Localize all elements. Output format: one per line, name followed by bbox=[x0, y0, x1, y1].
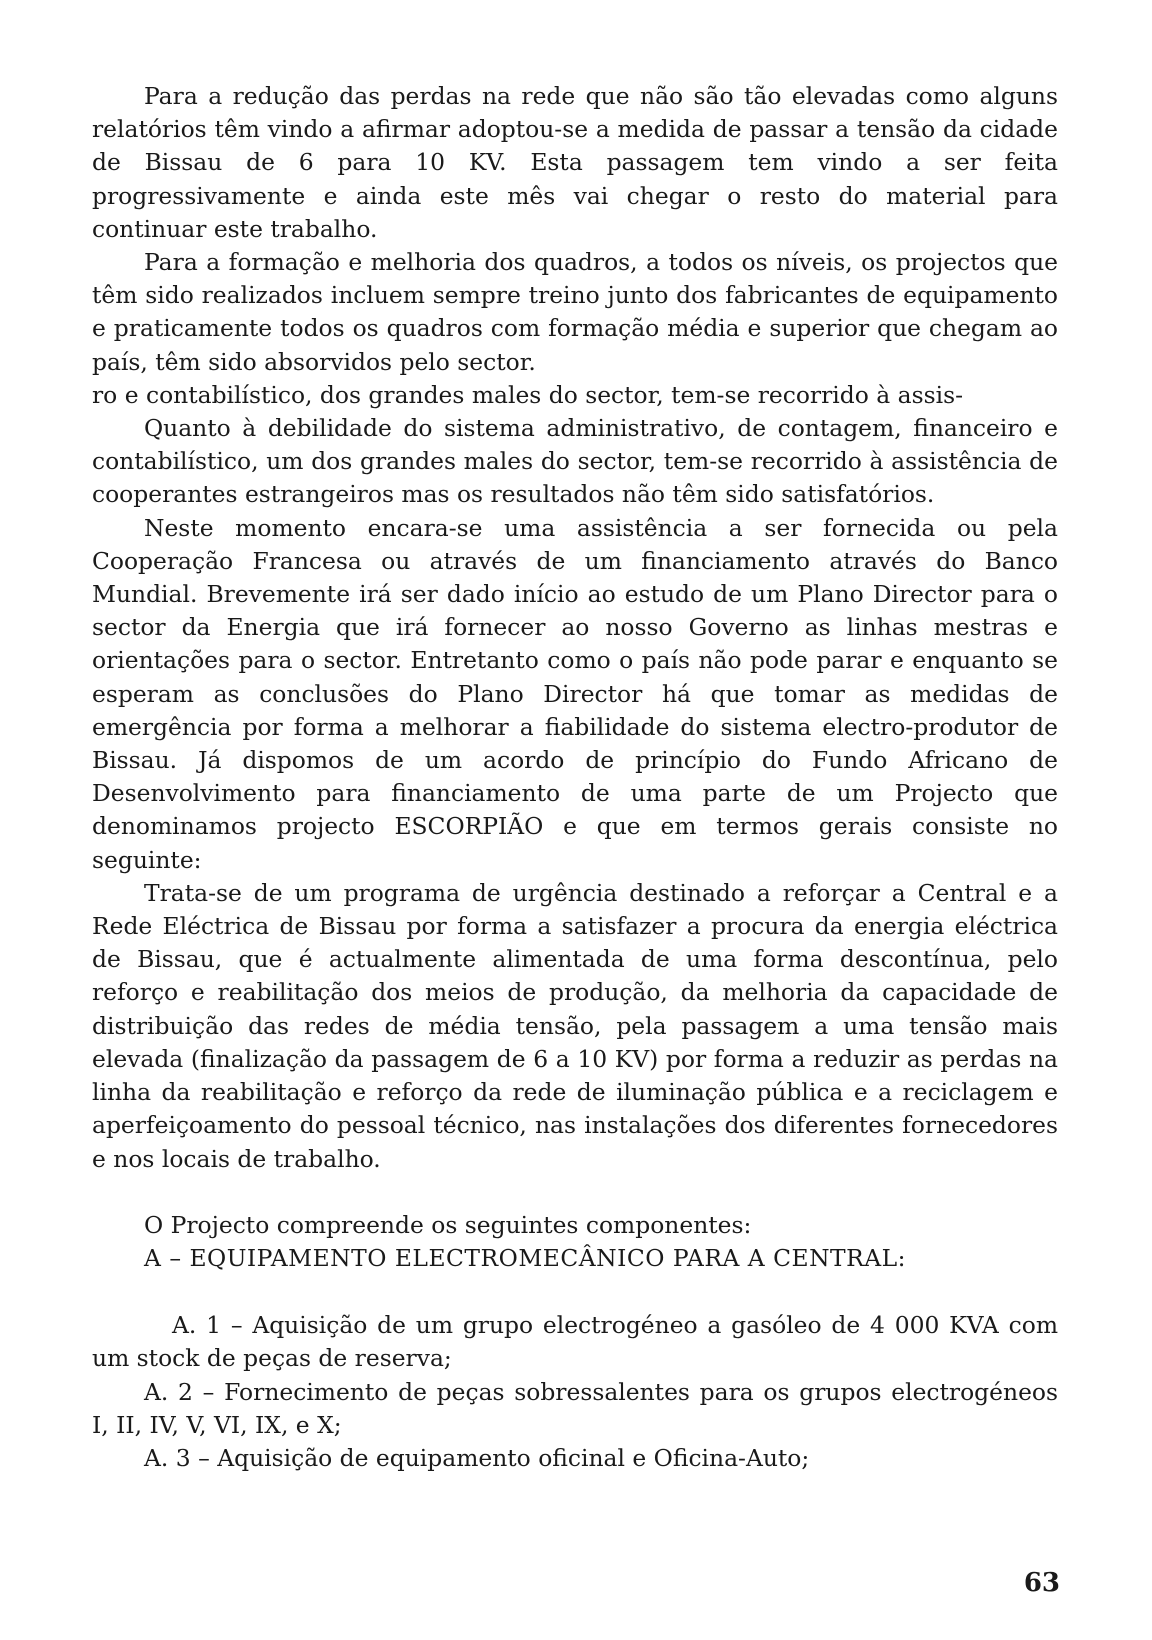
paragraph-loss-reduction: Para a redução das perdas na rede que não são tão elevadas como alguns relatórios têm vindo a afirmar adoptou-se a medida de passar a tensão da cidade de Bissau de 6 para 10 KV. Esta passagem tem vindo a ser feita progressivamente e ainda este mês vai chegar o resto do material para continuar este trabalho. bbox=[92, 82, 1058, 243]
document-page bbox=[92, 80, 1058, 1475]
paragraph-components-intro: O Projecto compreende os seguintes componentes: bbox=[144, 1210, 752, 1239]
list-item-a2: A. 2 – Fornecimento de peças sobressalentes para os grupos electrogéneos I, II, IV, V, VI, IX, e X; bbox=[92, 1377, 1058, 1439]
list-item-a1: A. 1 – Aquisição de um grupo electrogéneo a gasóleo de 4 000 KVA com um stock de peças de reserva; bbox=[92, 1311, 1058, 1373]
paragraph-stray-line: ro e contabilístico, dos grandes males do sector, tem-se recorrido à assis- bbox=[92, 380, 963, 409]
paragraph-administrative-weakness: Quanto à debilidade do sistema administrativo, de contagem, financeiro e contabilístico, um dos grandes males do sector, tem-se recorrido à assistência de cooperantes estrangeiros mas os resultados não têm sido satisfatórios. bbox=[92, 414, 1058, 509]
paragraph-urgency-programme: Trata-se de um programa de urgência destinado a reforçar a Central e a Rede Eléctrica de Bissau por forma a satisfazer a procura da energia eléctrica de Bissau, que é actualmente alimentada de uma forma descontínua, pelo reforço e reabilitação dos meios de produção, da melhoria da capacidade de distribuição das redes de média tensão, pela passagem a uma tensão mais elevada (finalização da passagem de 6 a 10 KV) por forma a reduzir as perdas na linha da reabilitação e reforço da rede de iluminação pública e a reciclagem e aperfeiçoamento do pessoal técnico, nas instalações dos diferentes fornecedores e nos locais de trabalho. bbox=[92, 878, 1058, 1173]
page-number: 63 bbox=[1023, 1568, 1060, 1598]
list-item-a3: A. 3 – Aquisição de equipamento oficinal e Oficina-Auto; bbox=[144, 1443, 810, 1472]
paragraph-staff-training: Para a formação e melhoria dos quadros, a todos os níveis, os projectos que têm sido realizados incluem sempre treino junto dos fabricantes de equipamento e praticamente todos os quadros com formação média e superior que chegam ao país, têm sido absorvidos pelo sector. bbox=[92, 248, 1058, 376]
section-heading: A – EQUIPAMENTO ELECTROMECÂNICO PARA A CENTRAL: bbox=[144, 1243, 907, 1272]
paragraph-assistance-project: Neste momento encara-se uma assistência a ser fornecida ou pela Cooperação Francesa ou através de um financiamento através do Banco Mundial. Brevemente irá ser dado início ao estudo de um Plano Director para o sector da Energia que irá fornecer ao nosso Governo as linhas mestras e orientações para o sector. Entretanto como o país não pode parar e enquanto se esperam as conclusões do Plano Director há que tomar as medidas de emergência por forma a melhorar a fiabilidade do sistema electro-produtor de Bissau. Já dispomos de um acordo de princípio do Fundo Africano de Desenvolvimento para financiamento de uma parte de um Projecto que denominamos projecto ESCORPIÃO e que em termos gerais consiste no seguinte: bbox=[92, 513, 1058, 874]
